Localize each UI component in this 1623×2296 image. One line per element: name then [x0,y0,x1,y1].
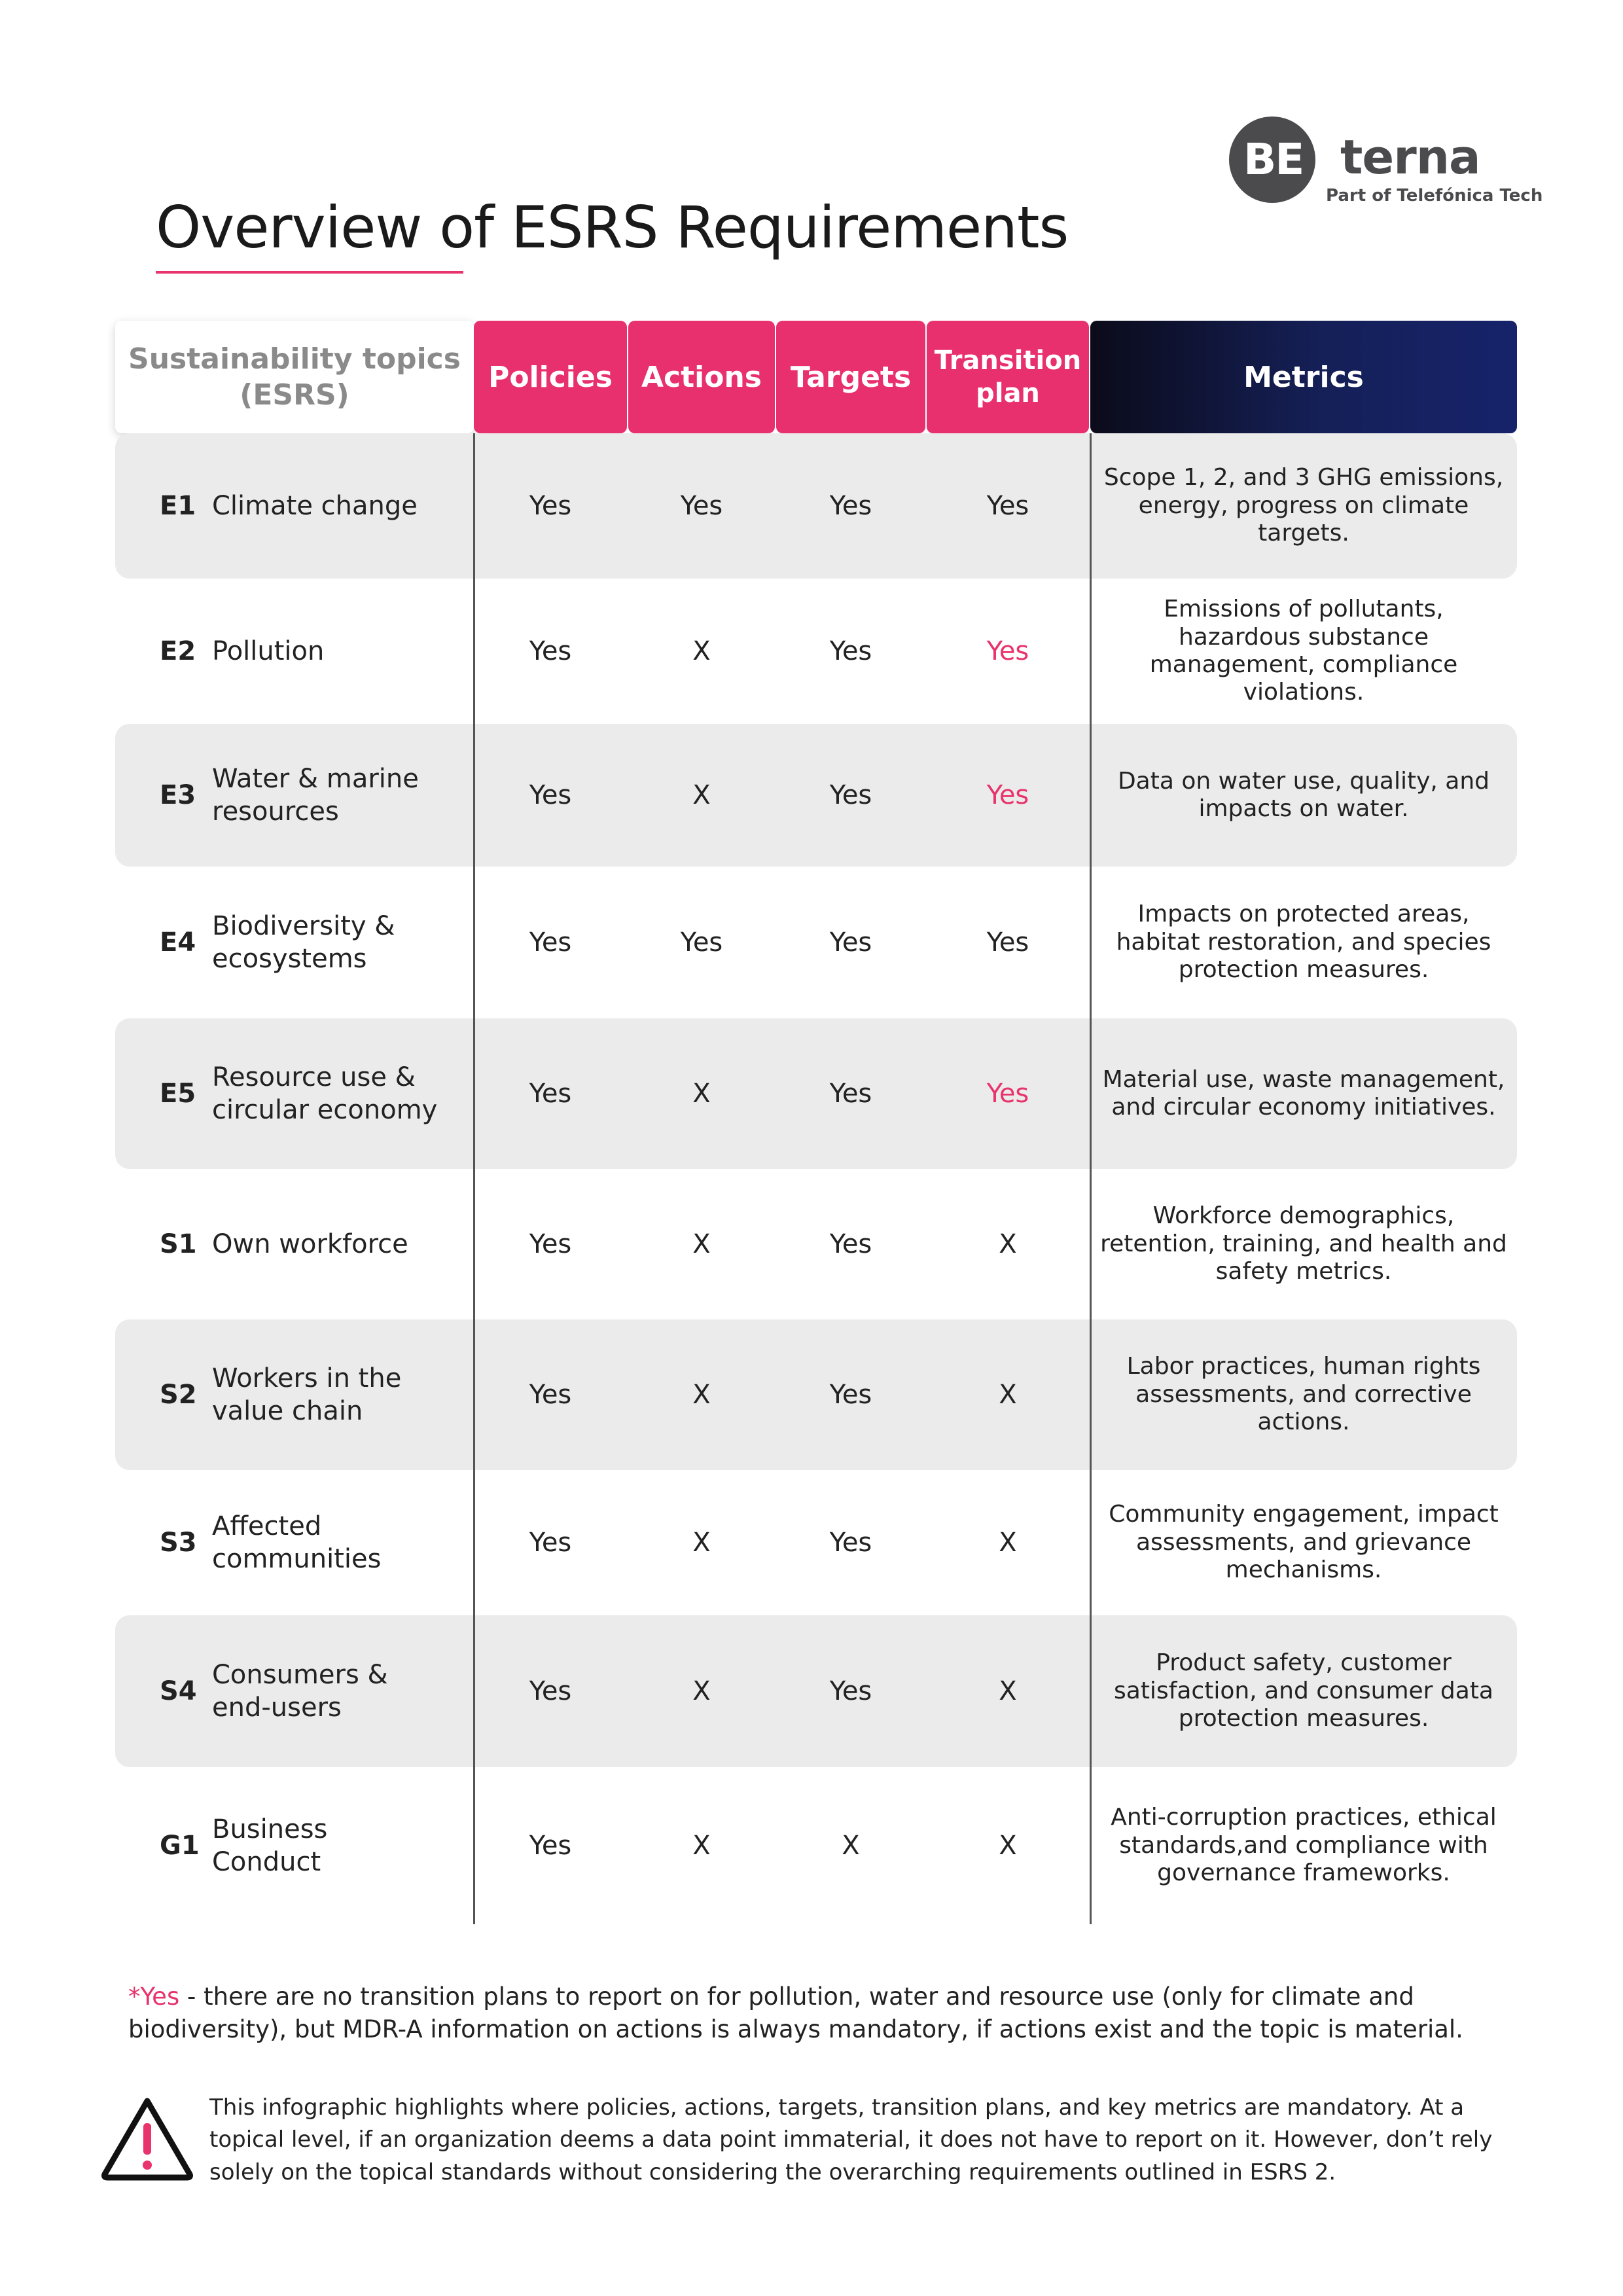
topic-code: S3 [160,1528,197,1558]
transition-value: Yes [986,927,1029,958]
header-transition-plan: Transition plan [927,321,1089,433]
table-row [115,1615,1517,1767]
policies-value: Yes [529,1229,572,1259]
targets-value: Yes [829,780,872,810]
metrics-value: Material use, waste management, and circular economy initiatives. [1102,1066,1505,1121]
actions-value: X [692,780,711,810]
targets-value: Yes [829,1528,872,1558]
metrics-value: Scope 1, 2, and 3 GHG emissions, energy, progress on climate targets. [1103,464,1504,547]
topic-code: S4 [160,1676,197,1706]
topic-cell [115,867,474,1018]
topic-cell [115,1767,474,1924]
metrics-value: Workforce demographics, retention, training, and health and safety metrics. [1100,1202,1507,1285]
targets-value: Yes [829,927,872,958]
header-topics: Sustainability topics (ESRS) [115,321,474,433]
targets-value: Yes [829,1380,872,1410]
targets-value: Yes [829,636,872,666]
topic-name: Workers in the value chain [212,1363,402,1426]
table-row [115,1767,1517,1924]
header-actions: Actions [628,321,775,433]
topic-cell [115,579,474,724]
targets-value: Yes [829,491,872,521]
metrics-value: Community engagement, impact assessments, and grievance mechanisms. [1109,1501,1499,1584]
topic-name: Own workforce [212,1229,408,1259]
table-row [115,1018,1517,1169]
transition-value: X [999,1528,1017,1558]
policies-value: Yes [529,491,572,521]
policies-value: Yes [529,1380,572,1410]
actions-value: X [692,1079,711,1109]
topic-code: G1 [160,1831,200,1861]
warning-triangle-icon [98,2094,196,2183]
topic-cell [115,724,474,867]
table-row [115,1470,1517,1615]
topic-code: E2 [160,636,196,666]
actions-value: X [692,1831,711,1861]
transition-value: X [999,1380,1017,1410]
policies-value: Yes [529,1079,572,1109]
topic-name: Water & marine resources [212,764,419,827]
topic-code: E3 [160,780,196,810]
header-metrics: Metrics [1090,321,1517,433]
topic-cell [115,1169,474,1319]
policies-value: Yes [529,927,572,958]
logo-subtitle: Part of Telefónica Tech [1326,186,1543,206]
topic-name: Business Conduct [212,1814,328,1877]
metrics-value: Emissions of pollutants, hazardous substance management, compliance violations. [1149,596,1458,706]
topic-name: Climate change [212,491,418,521]
transition-value: Yes [986,1079,1029,1109]
actions-value: Yes [680,491,723,521]
topic-code: S2 [160,1380,197,1410]
topic-cell [115,433,474,579]
policies-value: Yes [529,1676,572,1706]
metrics-value: Product safety, customer satisfaction, and consumer data protection measures. [1114,1649,1493,1732]
table-row [115,1169,1517,1319]
transition-value: X [999,1676,1017,1706]
metrics-value: Anti-corruption practices, ethical standards,and compliance with governance frameworks. [1111,1804,1497,1887]
table-row [115,579,1517,724]
logo-be: BE [1243,134,1304,185]
transition-value: X [999,1831,1017,1861]
topic-code: E1 [160,491,196,521]
metrics-value: Labor practices, human rights assessments, and corrective actions. [1126,1353,1481,1436]
table-row [115,433,1517,579]
footnote [128,1981,1522,2045]
topic-name: Biodiversity & ecosystems [212,911,395,974]
topic-code: E5 [160,1079,196,1109]
topic-cell [115,1319,474,1470]
actions-value: X [692,636,711,666]
targets-value: Yes [829,1079,872,1109]
topic-code: E4 [160,927,196,958]
table-row [115,724,1517,867]
topic-cell [115,1615,474,1767]
divider-left [473,433,475,1924]
targets-value: Yes [829,1676,872,1706]
metrics-value: Data on water use, quality, and impacts on water. [1117,767,1490,822]
metrics-value: Impacts on protected areas, habitat restoration, and species protection measures. [1116,901,1491,984]
topic-name: Consumers & end-users [212,1660,388,1723]
transition-value: X [999,1229,1017,1259]
actions-value: X [692,1380,711,1410]
actions-value: X [692,1229,711,1259]
policies-value: Yes [529,636,572,666]
topic-cell [115,1470,474,1615]
transition-value: Yes [986,636,1029,666]
beterna-logo [1229,117,1543,208]
header-policies: Policies [474,321,627,433]
footnote-text: - there are no transition plans to report on for pollution, water and resource use (only for climate and biodiversity), but MDR-A information on actions is always mandatory, if actions exist and the topic is material. [128,1982,1463,2043]
policies-value: Yes [529,1528,572,1558]
title-underline [156,271,463,274]
transition-value: Yes [986,780,1029,810]
header-targets: Targets [776,321,925,433]
topic-cell [115,1018,474,1169]
topic-name: Resource use & circular economy [212,1062,438,1125]
policies-value: Yes [529,1831,572,1861]
logo-terna: terna [1340,130,1480,185]
targets-value: X [842,1831,860,1861]
actions-value: X [692,1676,711,1706]
warning-text: This infographic highlights where policies, actions, targets, transition plans, and key metrics are mandatory. At a topical level, if an organization deems a data point immaterial, it does not have to report on it. However, don’t rely solely on the topical standards without considering the overarching requirements outlined in ESRS 2. [209,2094,1493,2185]
topic-name: Affected communities [212,1511,382,1574]
topic-name: Pollution [212,636,325,666]
topic-code: S1 [160,1229,197,1259]
actions-value: Yes [680,927,723,958]
footnote-star: *Yes [128,1982,180,2011]
table-row [115,867,1517,1018]
policies-value: Yes [529,780,572,810]
targets-value: Yes [829,1229,872,1259]
transition-value: Yes [986,491,1029,521]
table-row [115,1319,1517,1470]
page-title: Overview of ESRS Requirements [156,194,1069,261]
actions-value: X [692,1528,711,1558]
divider-right [1090,433,1092,1924]
